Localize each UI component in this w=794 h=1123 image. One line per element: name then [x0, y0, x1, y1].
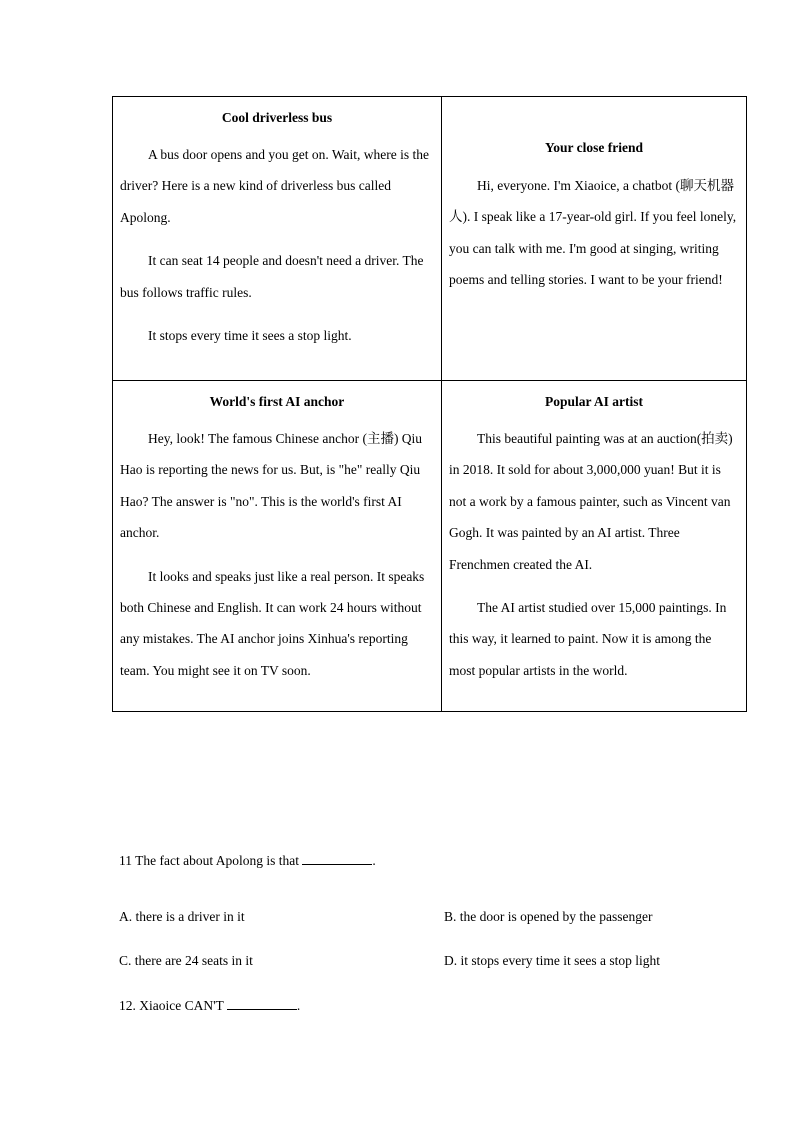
passage-paragraph: Hi, everyone. I'm Xiaoice, a chatbot (聊天机器人). I speak like a 17-year-old girl. If you feel lonely, you can talk with me. I'm good at singing, writing poems and telling stories. I want to be your friend!: [449, 178, 737, 288]
question-12: [119, 997, 300, 1015]
question-stem: 12. Xiaoice CAN'T: [119, 998, 224, 1013]
question-end: .: [296, 998, 301, 1013]
answer-blank[interactable]: [227, 997, 297, 1010]
passage-paragraph: It stops every time it sees a stop light.: [148, 328, 352, 344]
passage-title: World's first AI anchor: [209, 394, 345, 409]
passage-title: Popular AI artist: [544, 394, 643, 409]
question-stem: 11 The fact about Apolong is that: [119, 853, 299, 868]
option-b: B. the door is opened by the passenger: [444, 909, 653, 924]
passage-cell-close-friend: [442, 97, 747, 381]
passage-paragraph: It can seat 14 people and doesn't need a driver. The bus follows traffic rules.: [120, 253, 424, 300]
option-c: C. there are 24 seats in it: [119, 953, 253, 968]
passage-paragraph: This beautiful painting was at an auction(拍卖) in 2018. It sold for about 3,000,000 yuan! But it is not a work by a famous painter, such as Vincent van Gogh. It was painted by an AI artist. Three Frenchmen created the AI.: [449, 431, 733, 572]
passage-cell-ai-artist: [442, 381, 747, 712]
option-d: D. it stops every time it sees a stop light: [444, 953, 660, 968]
passage-cell-ai-anchor: [113, 381, 442, 712]
passage-cell-driverless-bus: [113, 97, 442, 381]
option-a: A. there is a driver in it: [119, 909, 245, 924]
answer-blank[interactable]: [302, 852, 372, 865]
question-end: .: [372, 853, 376, 868]
passage-title: Your close friend: [545, 140, 643, 155]
passage-paragraph: The AI artist studied over 15,000 paintings. In this way, it learned to paint. Now it is among the most popular artists in the world.: [449, 600, 727, 678]
passage-paragraph: It looks and speaks just like a real person. It speaks both Chinese and English. It can work 24 hours without any mistakes. The AI anchor joins Xinhua's reporting team. You might see it on TV soon.: [120, 568, 425, 678]
passages-table: [112, 96, 747, 712]
question-11: [119, 852, 376, 870]
passage-paragraph: A bus door opens and you get on. Wait, where is the driver? Here is a new kind of driverless bus called Apolong.: [120, 147, 429, 225]
passage-title: Cool driverless bus: [221, 110, 333, 125]
passage-paragraph: Hey, look! The famous Chinese anchor (主播) Qiu Hao is reporting the news for us. But, is "he" really Qiu Hao? The answer is "no". This is the world's first AI anchor.: [120, 431, 423, 541]
